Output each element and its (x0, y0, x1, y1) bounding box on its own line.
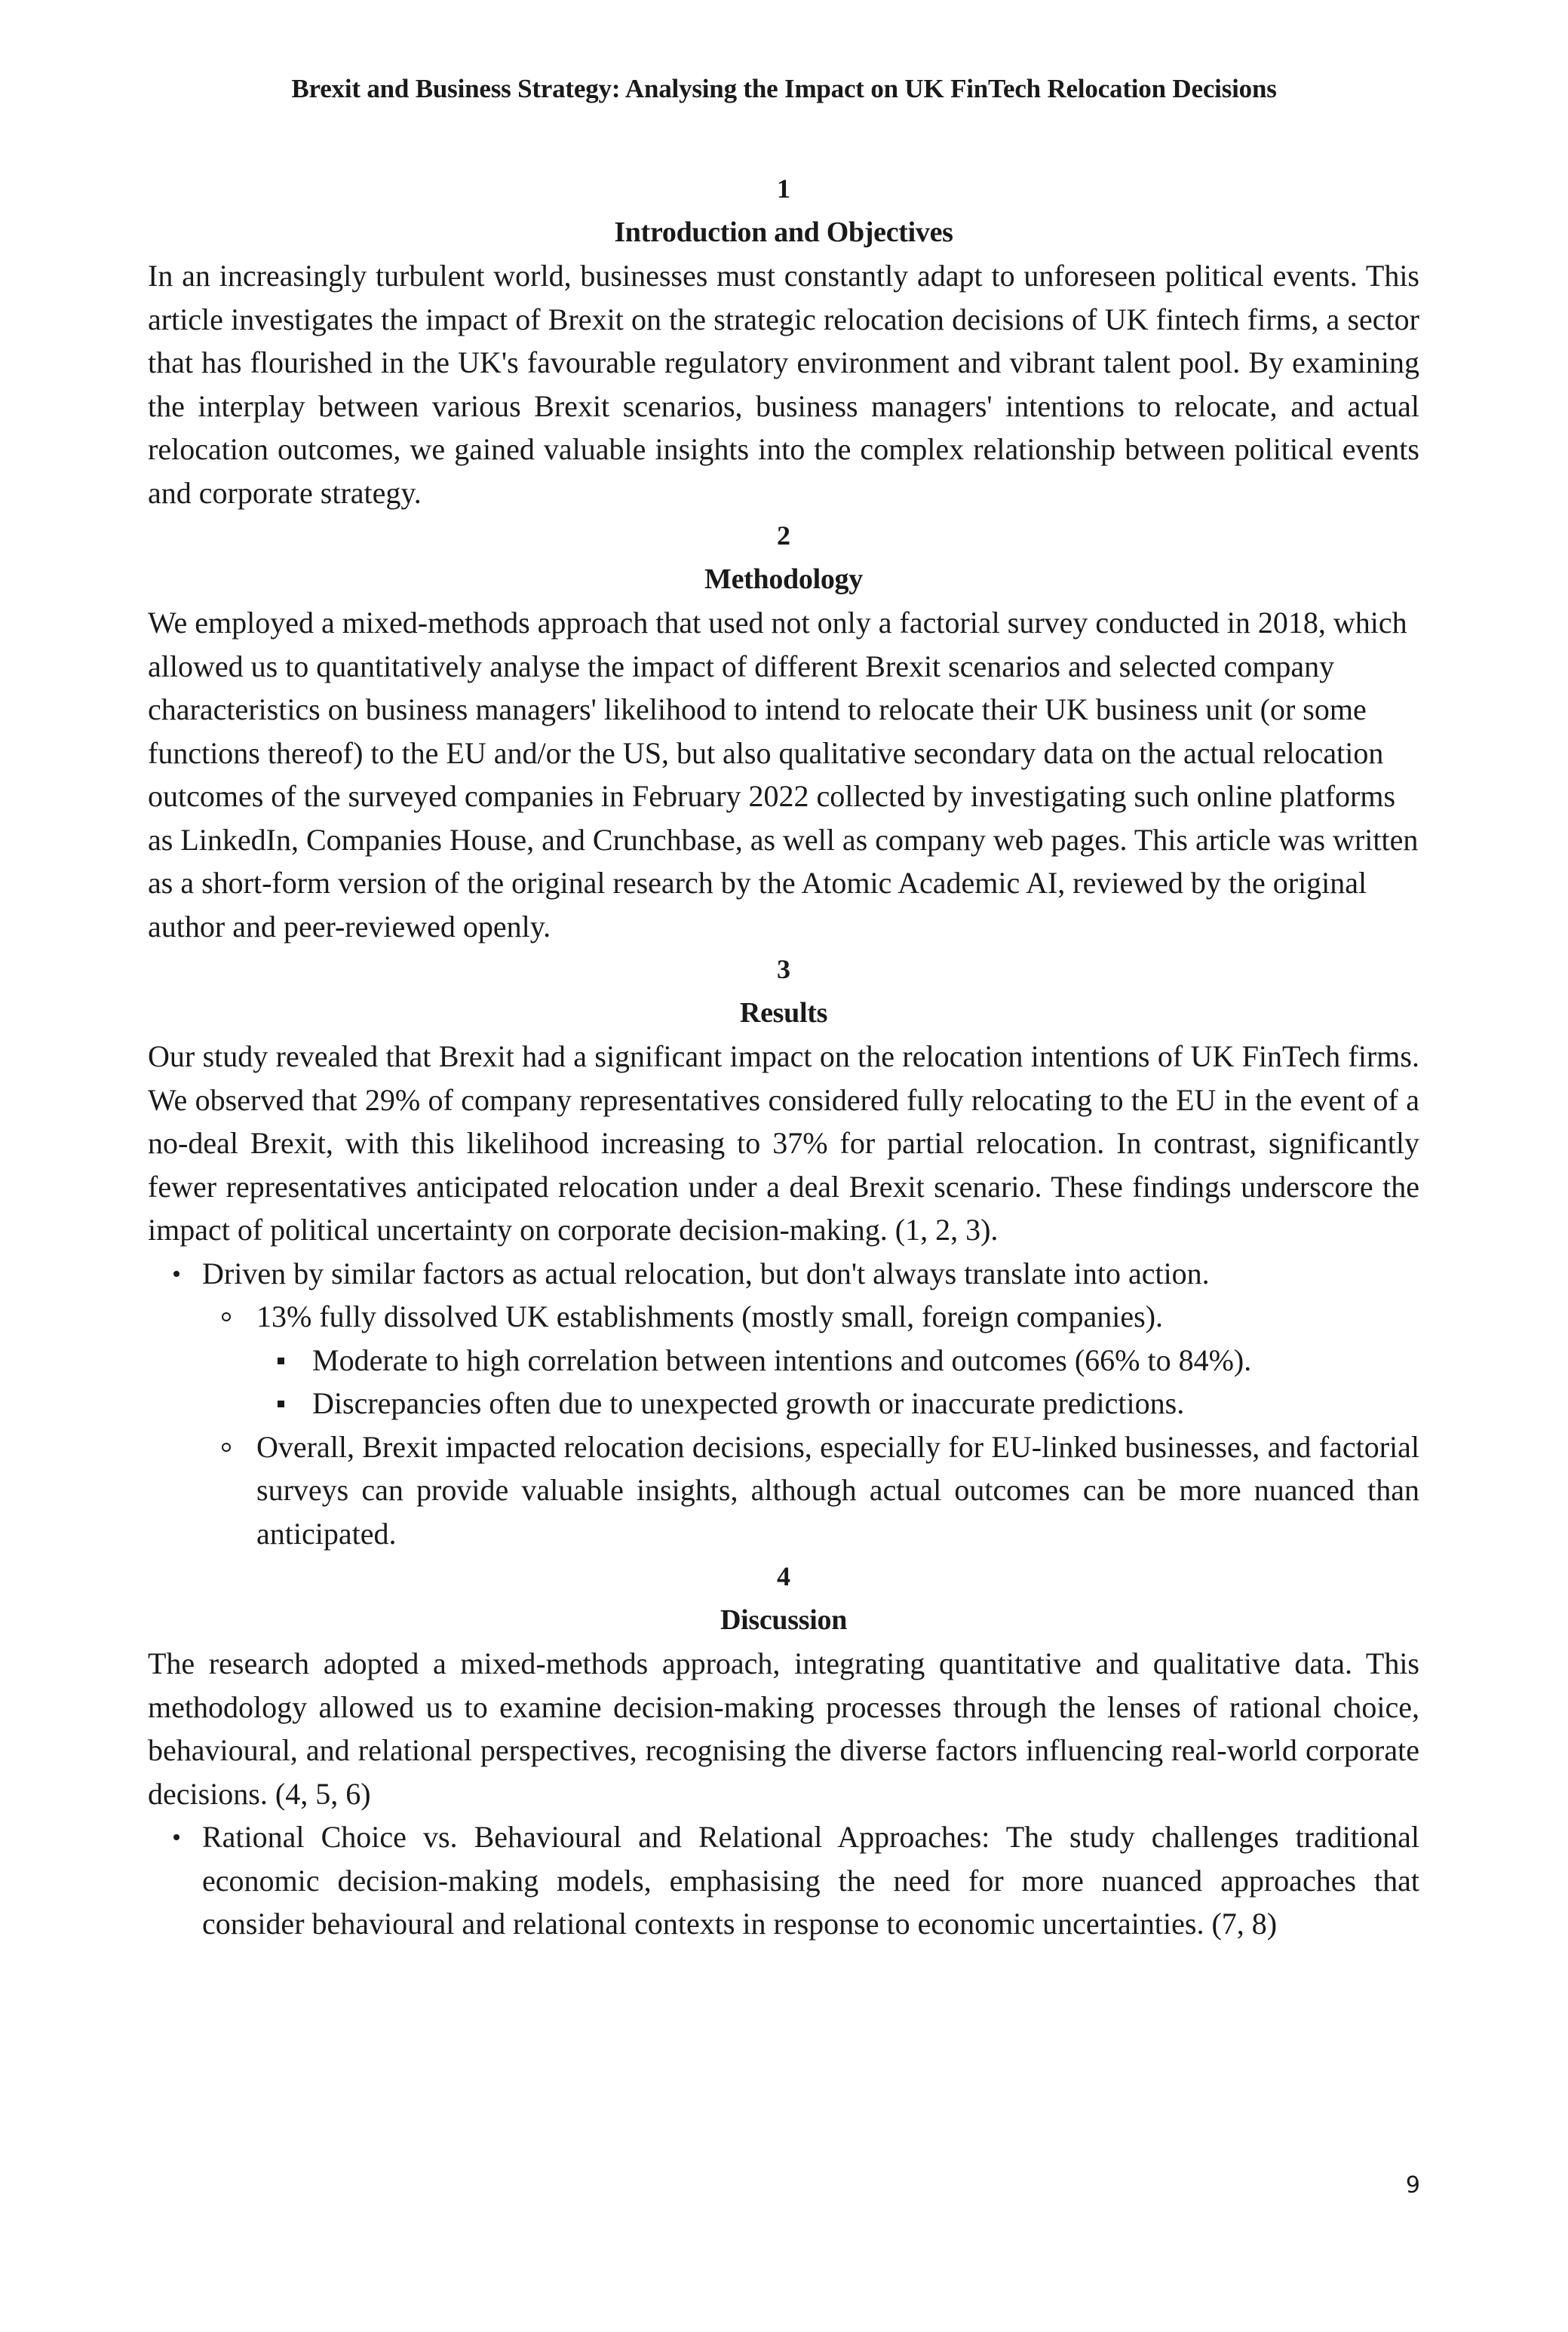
list-item-text: Rational Choice vs. Behavioural and Relational Approaches: The study challenges traditional economic decision-making models, emphasising the need for more nuanced approaches that consider behavioural and relational contexts in response to economic uncertainties. (7, 8) (202, 1820, 1419, 1941)
bullet-square-icon (278, 1401, 284, 1407)
section-methodology (148, 514, 1419, 948)
section-number: 2 (777, 520, 790, 551)
bullet-circle-icon (222, 1443, 231, 1452)
section-heading: Discussion (720, 1604, 848, 1636)
bullet-dot-icon (173, 1271, 180, 1277)
section-number: 1 (777, 173, 790, 204)
section-heading: Methodology (704, 563, 863, 595)
list-item (202, 1295, 1419, 1425)
running-header: Brexit and Business Strategy: Analysing the Impact on UK FinTech Relocation Decisions (291, 74, 1277, 103)
section-results (148, 948, 1419, 1555)
section-number: 3 (777, 954, 790, 984)
section-paragraph: The research adopted a mixed-methods approach, integrating quantitative and qualitative data. This methodology allowed us to examine decision-making processes through the lenses of rational choice, behavioural, and relational perspectives, recognising the diverse factors influencing real-world corporate decisions. (4, 5, 6) (148, 1646, 1419, 1811)
list-item (256, 1339, 1419, 1382)
list-item-text: Discrepancies often due to unexpected growth or inaccurate predictions. (312, 1386, 1185, 1420)
list-item-text: 13% fully dissolved UK establishments (mostly small, foreign companies). (256, 1299, 1164, 1333)
list-item (148, 1252, 1419, 1556)
article-body (148, 167, 1419, 1946)
bullet-square-icon (278, 1358, 284, 1364)
bullet-circle-icon (222, 1312, 231, 1321)
list-item-text: Overall, Brexit impacted relocation decisions, especially for EU-linked businesses, and factorial surveys can provide valuable insights, although actual outcomes can be more nuanced than anticipated. (256, 1429, 1419, 1551)
bullet-list (148, 1815, 1419, 1946)
section-number: 4 (777, 1561, 790, 1591)
page-number: 9 (1405, 2172, 1420, 2199)
bullet-list (148, 1252, 1419, 1556)
list-item (148, 1815, 1419, 1946)
section-paragraph: In an increasingly turbulent world, businesses must constantly adapt to unforeseen political events. This article investigates the impact of Brexit on the strategic relocation decisions of UK fintech firms, a sector that has flourished in the UK's favourable regulatory environment and vibrant talent pool. By examining the interplay between various Brexit scenarios, business managers' intentions to relocate, and actual relocation outcomes, we gained valuable insights into the complex relationship between political events and corporate strategy. (148, 259, 1419, 510)
section-paragraph: Our study revealed that Brexit had a significant impact on the relocation intentions of UK FinTech firms. We observed that 29% of company representatives considered fully relocating to the EU in the event of a no-deal Brexit, with this likelihood increasing to 37% for partial relocation. In contrast, significantly fewer representatives anticipated relocation under a deal Brexit scenario. These findings underscore the impact of political uncertainty on corporate decision-making. (1, 2, 3). (148, 1039, 1419, 1247)
list-item (256, 1382, 1419, 1425)
section-introduction (148, 167, 1419, 514)
section-heading: Results (739, 997, 828, 1029)
list-item-text: Moderate to high correlation between intentions and outcomes (66% to 84%). (312, 1342, 1252, 1377)
sub-bullet-list (202, 1295, 1419, 1555)
section-discussion (148, 1555, 1419, 1946)
bullet-dot-icon (173, 1834, 180, 1840)
section-paragraph: We employed a mixed-methods approach that used not only a factorial survey conducted in 2018, which allowed us to quantitatively analyse the impact of different Brexit scenarios and selected company characteristics on business managers' likelihood to intend to relocate their UK business unit (or some functions thereof) to the EU and/or the US, but also qualitative secondary data on the actual relocation outcomes of the surveyed companies in February 2022 collected by investigating such online platforms as LinkedIn, Companies House, and Crunchbase, as well as company web pages. This article was written as a short-form version of the original research by the Atomic Academic AI, reviewed by the original author and peer-reviewed openly. (148, 606, 1419, 944)
list-item-text: Driven by similar factors as actual relocation, but don't always translate into action. (202, 1256, 1210, 1290)
list-item (202, 1425, 1419, 1556)
section-heading: Introduction and Objectives (614, 216, 953, 248)
sub-sub-bullet-list (256, 1339, 1419, 1425)
